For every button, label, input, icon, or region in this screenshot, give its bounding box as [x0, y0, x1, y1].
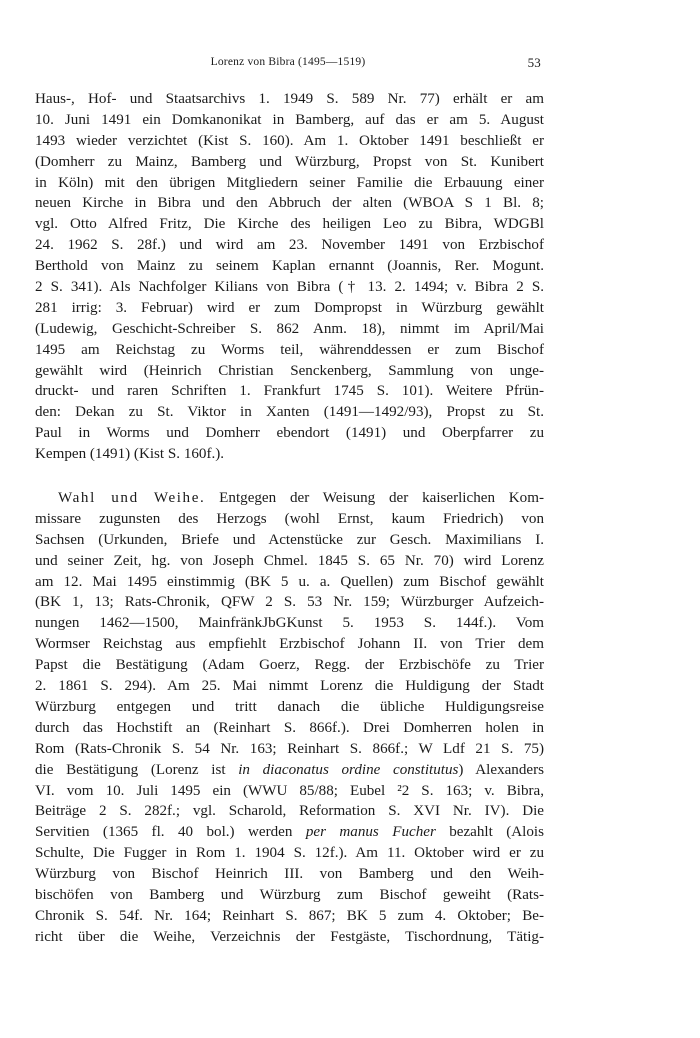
page-number: 53 — [527, 55, 541, 70]
text-line: den: Dekan zu St. Viktor in Xanten (1491—1492/93), Propst zu St. — [35, 404, 544, 421]
text-line: Würzburg entgegen und tritt danach die übliche Huldigungsreise — [35, 698, 544, 715]
text-line: 24. 1962 S. 28f.) und wird am 23. November 1491 von Erzbischof — [35, 237, 544, 254]
text-line: Schulte, Die Fugger in Rom 1. 1904 S. 12f.). Am 11. Oktober wird er zu — [35, 845, 544, 862]
text-line: 1493 wieder verzichtet (Kist S. 160). Am 1. Oktober 1491 beschließt er — [35, 132, 544, 149]
text-line: in Köln) mit den übrigen Mitgliedern seiner Familie die Erbauung einer — [35, 174, 544, 191]
paragraph-background — [35, 89, 544, 465]
text-line: Sachsen (Urkunden, Briefe und Actenstücke zur Gesch. Maximilians I. — [35, 531, 544, 548]
text-line: Paul in Worms und Domherr ebendort (1491) und Oberpfarrer zu — [35, 425, 544, 442]
text-line: (Domherr zu Mainz, Bamberg und Würzburg, Propst von St. Kunibert — [35, 153, 544, 170]
text-line: 281 irrig: 3. Februar) wird er zum Dompropst in Würzburg gewählt — [35, 299, 544, 316]
text-line: Chronik S. 54f. Nr. 164; Reinhart S. 867; BK 5 zum 4. Oktober; Be- — [35, 907, 544, 924]
section-heading: Wahl und Weihe. — [58, 490, 206, 507]
paragraph-gap — [35, 465, 544, 488]
text-line: druckt- und raren Schriften 1. Frankfurt 1745 S. 101). Weitere Pfrün- — [35, 383, 544, 400]
text-line: Würzburg von Bischof Heinrich III. von Bamberg und den Weih- — [35, 866, 544, 883]
text-line: Kempen (1491) (Kist S. 160f.). — [35, 446, 225, 463]
text-line — [35, 488, 544, 509]
running-title: Lorenz von Bibra (1495—1519) — [210, 56, 366, 68]
text-line: Berthold von Mainz zu seinem Kaplan ernannt (Joannis, Rer. Mogunt. — [35, 258, 544, 275]
italic-quote: per manus Fucher — [305, 824, 436, 841]
text-line: Rom (Rats-Chronik S. 54 Nr. 163; Reinhart S. 866f.; W Ldf 21 S. 75) — [35, 740, 544, 757]
text-line: Papst die Bestätigung (Adam Goerz, Regg. der Erzbischöfe zu Trier — [35, 657, 544, 674]
text-line: bischöfen von Bamberg und Würzburg zum Bischof geweiht (Rats- — [35, 886, 544, 903]
text-line: 10. Juni 1491 ein Domkanonikat in Bamberg, auf das er am 5. August — [35, 111, 544, 128]
body-text — [35, 89, 544, 948]
paragraph-election — [35, 488, 544, 948]
text-line: richt über die Weihe, Verzeichnis der Festgäste, Tischordnung, Tätig- — [35, 928, 544, 945]
text-line: Haus-, Hof- und Staatsarchivs 1. 1949 S. 589 Nr. 77) erhält er am — [35, 91, 544, 107]
text-line: am 12. Mai 1495 einstimmig (BK 5 u. a. Quellen) zum Bischof gewählt — [35, 573, 544, 590]
text-line — [35, 822, 544, 843]
text-run: bezahlt (Alois — [435, 824, 544, 841]
text-line: Wormser Reichstag aus empfiehlt Erzbischof Johann II. von Trier dem — [35, 636, 544, 653]
text-run: Entgegen der Weisung der kaiserlichen Kom- — [205, 490, 544, 507]
text-line: 1495 am Reichstag zu Worms teil, währenddessen er zum Bischof — [35, 341, 544, 358]
text-line: durch das Hochstift an (Reinhart S. 866f.). Drei Domherren holen in — [35, 719, 544, 736]
text-line: (Ludewig, Geschicht-Schreiber S. 862 Anm. 18), nimmt im April/Mai — [35, 320, 544, 337]
text-line: vgl. Otto Alfred Fritz, Die Kirche des heiligen Leo zu Bibra, WDGBl — [35, 216, 544, 233]
text-line: missare zugunsten des Herzogs (wohl Ernst, kaum Friedrich) von — [35, 510, 544, 527]
text-line — [35, 760, 544, 781]
text-run: die Bestätigung (Lorenz ist — [35, 761, 239, 778]
text-line: neuen Kirche in Bibra und den Abbruch der alten (WBOA S 1 Bl. 8; — [35, 195, 544, 212]
text-line: VI. vom 10. Juli 1495 ein (WWU 85/88; Eubel ²2 S. 163; v. Bibra, — [35, 782, 544, 799]
text-run: Servitien (1365 fl. 40 bol.) werden — [35, 824, 306, 841]
text-line: und seiner Zeit, hg. von Joseph Chmel. 1845 S. 65 Nr. 70) wird Lorenz — [35, 552, 544, 569]
text-line: gewählt wird (Heinrich Christian Senckenberg, Sammlung von unge- — [35, 362, 544, 379]
text-line: Beiträge 2 S. 282f.; vgl. Scharold, Reformation S. XVI Nr. IV). Die — [35, 803, 544, 820]
text-line: nungen 1462—1500, MainfränkJbGKunst 5. 1953 S. 144f.). Vom — [35, 615, 544, 632]
text-line: 2 S. 341). Als Nachfolger Kilians von Bibra († 13. 2. 1494; v. Bibra 2 S. — [35, 279, 544, 296]
italic-quote: in diaconatus ordine constitutus — [238, 761, 459, 778]
text-run: ) Alexanders — [458, 761, 545, 778]
text-line: (BK 1, 13; Rats-Chronik, QFW 2 S. 53 Nr. 159; Würzburger Aufzeich- — [35, 594, 544, 611]
text-line: 2. 1861 S. 294). Am 25. Mai nimmt Lorenz die Huldigung der Stadt — [35, 678, 544, 695]
